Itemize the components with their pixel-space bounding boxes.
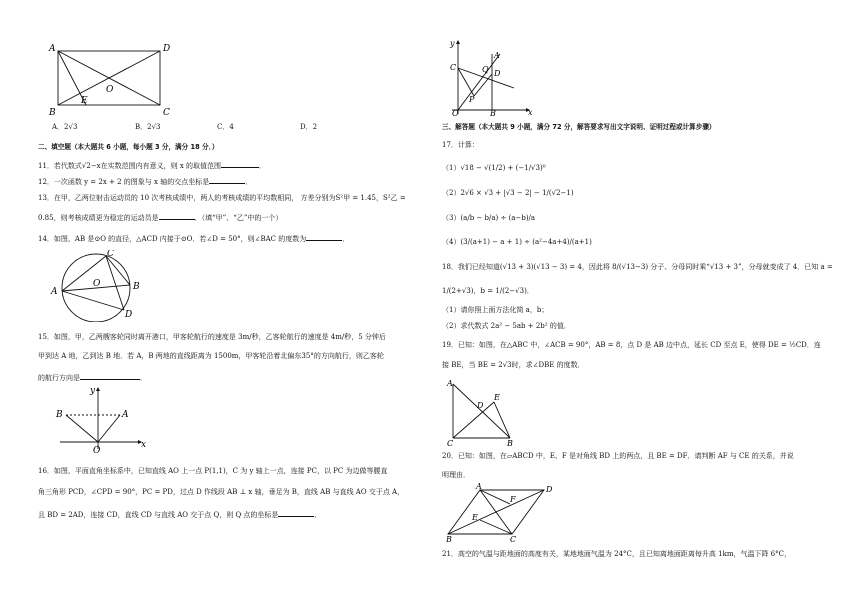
question-18-1: （1）请你照上面方法化简 a，b； [442,306,549,314]
label-C: C [510,535,517,544]
label-B: B [56,410,63,420]
question-16-line3: 且 BD = 2AD，连接 CD，直线 CD 与直线 AO 交于点 Q，则 Q 点的坐标是 ． [38,511,322,519]
label-Q: Q [482,65,489,74]
label-D: D [546,485,553,494]
label-B: B [133,282,140,292]
label-y: y [450,39,455,48]
label-A: A [122,410,129,420]
label-A: A [49,44,56,54]
coordinate-figure [442,38,542,116]
option-a[interactable]: A．2√3 [52,123,78,131]
label-E: E [81,96,88,106]
answer-blank-12[interactable] [209,176,245,184]
question-17-1: （1）√18 − √(1/2) + (−1/√3)⁰ [442,164,546,172]
label-O: O [93,446,101,456]
label-D: D [163,44,171,54]
question-20-line1: 20．已知：如图，在▱ABCD 中，E、F 是对角线 BD 上的两点，且 BE = DF．请判断 AF 与 CE 的关系，并说 [442,452,794,460]
label-O: O [106,85,114,95]
question-17-3: （3）(a/b − b/a) ÷ (a−b)/a [442,214,536,222]
question-15-line2: 甲到达 A 地，乙到达 B 地．若 A，B 两地的直线距离为 1500m，甲客轮沿着北偏东35°的方向航行，则乙客轮 [38,352,384,360]
label-A: A [51,287,58,297]
rectangle-figure [38,0,188,122]
parallelogram-figure [446,482,556,544]
question-21: 21．高空的气温与距地面的高度有关，某地地面气温为 24°C，且已知离地面距离每升高 1km，气温下降 6°C， [442,550,791,558]
label-B: B [49,108,56,118]
answer-blank-15[interactable] [80,372,140,380]
label-E: E [472,513,478,522]
question-13-line1: 13．在甲，乙两位射击运动员的 10 次考核成绩中，两人的考核成绩的平均数相同， 方差分别为S²甲 = 1.45，S²乙 = [38,194,406,202]
label-O: O [93,279,101,289]
option-b[interactable]: B．2√3 [135,123,161,131]
label-C: C [163,108,170,118]
ships-figure [52,385,162,457]
circle-figure [48,250,158,322]
question-15-line1: 15．如图，甲，乙两艘客轮同时离开港口，甲客轮航行的速度是 3m/秒，乙客轮航行的速度是 4m/秒，5 分钟后 [38,333,386,341]
question-19-line1: 19．已知：如图，在△ABC 中，∠ACB = 90°，AB = 8，点 D 是 AB 边中点，延长 CD 至点 E，使得 DE = ½CD．连 [442,341,821,349]
label-C: C [447,439,454,448]
question-12: 12．一次函数 y = 2x + 2 的图象与 x 轴的交点坐标是 ． [38,178,253,186]
section-3-heading: 三、解答题（本大题共 9 小题，满分 72 分，解答要求写出文字说明、证明过程或计算步骤） [442,123,716,131]
label-D: D [494,69,501,78]
label-O: O [452,109,459,116]
triangle-figure [444,378,524,448]
label-A: A [494,51,500,60]
answer-blank-11[interactable] [221,160,259,168]
section-2-heading: 二、填空题（本大题共 6 小题，每小题 3 分，满分 18 分．） [38,143,219,151]
question-11: 11．若代数式√2−x在实数范围内有意义，则 x 的取值范围 ． [38,162,267,170]
question-15-line3: 的航行方向是 ． [38,374,147,382]
label-P: P [469,95,475,104]
question-13-line2: 0.85，则考核成绩更为稳定的运动员是 ．（填“甲”、“乙”中的一个） [38,214,283,222]
label-C: C [107,250,114,259]
question-16-line1: 16．如图，平面直角坐标系中，已知直线 AO 上一点 P(1,1)，C 为 y 轴上一点，连接 PC，以 PC 为边做等腰直 [38,467,388,475]
option-d[interactable]: D．2 [300,123,318,131]
label-B: B [507,439,513,448]
question-14: 14．如图，AB 是⊙O 的直径，△ACD 内接于⊙O．若∠D = 50°，则∠BAC 的度数为 ． [38,235,350,243]
answer-blank-14[interactable] [306,233,342,241]
label-A: A [447,379,453,388]
label-D: D [477,401,484,410]
question-18-line1: 18．我们已经知道(√13 + 3)(√13 − 3) = 4，因此将 8/(√13−3) 分子、分母同时乘“√13 + 3”，分母就变成了 4．已知 a = [442,263,833,271]
label-A: A [476,482,482,491]
question-17-4: （4）(3/(a+1) − a + 1) ÷ (a²−4a+4)/(a+1) [442,238,592,246]
answer-blank-13[interactable] [159,212,195,220]
label-D: D [125,310,133,320]
label-x: x [528,108,533,116]
label-x: x [141,440,147,450]
question-19-line2: 接 BE，当 BE = 2√3时，求∠DBE 的度数． [442,361,585,369]
question-17-2: （2）2√6 × √3 + |√3 − 2| − 1/(√2−1) [442,189,574,197]
answer-blank-16[interactable] [278,509,314,517]
label-C: C [450,63,457,72]
question-17: 17．计算： [442,141,479,149]
label-y: y [90,386,96,396]
label-E: E [494,393,500,402]
question-18-line2: 1/(2+√3)，b = 1/(2−√3)． [442,287,534,295]
question-20-line2: 明理由． [442,471,470,479]
label-F: F [510,495,516,504]
label-B: B [490,109,496,116]
question-18-2: （2）求代数式 2a² − 5ab + 2b² 的值． [442,322,571,330]
option-c[interactable]: C．4 [217,123,234,131]
question-16-line2: 角三角形 PCD，∠CPD = 90°，PC = PD，过点 D 作线段 AB ⊥ x 轴，垂足为 B，直线 AB 与直线 AO 交于点 A， [38,488,405,496]
label-B: B [446,535,452,544]
